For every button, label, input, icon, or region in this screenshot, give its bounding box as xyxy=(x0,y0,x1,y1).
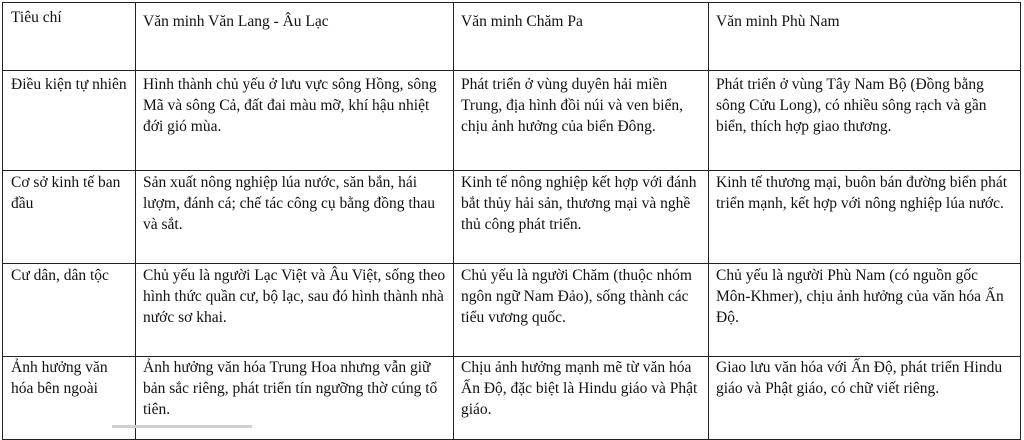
header-criteria: Tiêu chí xyxy=(3,3,136,71)
cell-van-lang: Hình thành chủ yếu ở lưu vực sông Hồng, sông Mã và sông Cả, đất đai màu mỡ, khí hậu nhiệt đới gió mùa. xyxy=(136,71,454,171)
table-row xyxy=(3,171,1021,264)
row-criteria: Điều kiện tự nhiên xyxy=(3,71,136,171)
cell-van-lang: Chủ yếu là người Lạc Việt và Âu Việt, sống theo hình thức quần cư, bộ lạc, sau đó hình thành nhà nước sơ khai. xyxy=(136,264,454,357)
header-van-lang: Văn minh Văn Lang - Âu Lạc xyxy=(136,3,454,71)
cell-phu-nam: Kinh tế thương mại, buôn bán đường biển phát triển mạnh, kết hợp với nông nghiệp lúa nước. xyxy=(709,171,1021,264)
cell-cham-pa: Kinh tế nông nghiệp kết hợp với đánh bắt thủy hải sản, thương mại và nghề thủ công phát triển. xyxy=(454,171,709,264)
row-criteria: Cơ sở kinh tế ban đầu xyxy=(3,171,136,264)
cell-phu-nam: Chủ yếu là người Phù Nam (có nguồn gốc Môn-Khmer), chịu ảnh hưởng của văn hóa Ấn Độ. xyxy=(709,264,1021,357)
cell-van-lang: Ảnh hưởng văn hóa Trung Hoa nhưng vẫn giữ bản sắc riêng, phát triển tín ngưỡng thờ cúng tổ tiên. xyxy=(136,357,454,440)
cell-cham-pa: Chủ yếu là người Chăm (thuộc nhóm ngôn ngữ Nam Đảo), sống thành các tiểu vương quốc. xyxy=(454,264,709,357)
cell-cham-pa: Phát triển ở vùng duyên hải miền Trung, địa hình đồi núi và ven biển, chịu ảnh hưởng của biển Đông. xyxy=(454,71,709,171)
table-row xyxy=(3,264,1021,357)
cell-phu-nam: Giao lưu văn hóa với Ấn Độ, phát triển Hindu giáo và Phật giáo, có chữ viết riêng. xyxy=(709,357,1021,440)
cell-cham-pa: Chịu ảnh hưởng mạnh mẽ từ văn hóa Ấn Độ, đặc biệt là Hindu giáo và Phật giáo. xyxy=(454,357,709,440)
header-cham-pa: Văn minh Chăm Pa xyxy=(454,3,709,71)
row-criteria: Ảnh hưởng văn hóa bên ngoài xyxy=(3,357,136,440)
table-row xyxy=(3,71,1021,171)
horizontal-scrollbar[interactable] xyxy=(112,425,252,428)
cell-phu-nam: Phát triển ở vùng Tây Nam Bộ (Đồng bằng sông Cửu Long), có nhiều sông rạch và gần biển, thích hợp giao thương. xyxy=(709,71,1021,171)
cell-van-lang: Sản xuất nông nghiệp lúa nước, săn bắn, hái lượm, đánh cá; chế tác công cụ bằng đồng thau và sắt. xyxy=(136,171,454,264)
table-header-row xyxy=(3,3,1021,71)
row-criteria: Cư dân, dân tộc xyxy=(3,264,136,357)
header-phu-nam: Văn minh Phù Nam xyxy=(709,3,1021,71)
comparison-table xyxy=(2,2,1021,440)
